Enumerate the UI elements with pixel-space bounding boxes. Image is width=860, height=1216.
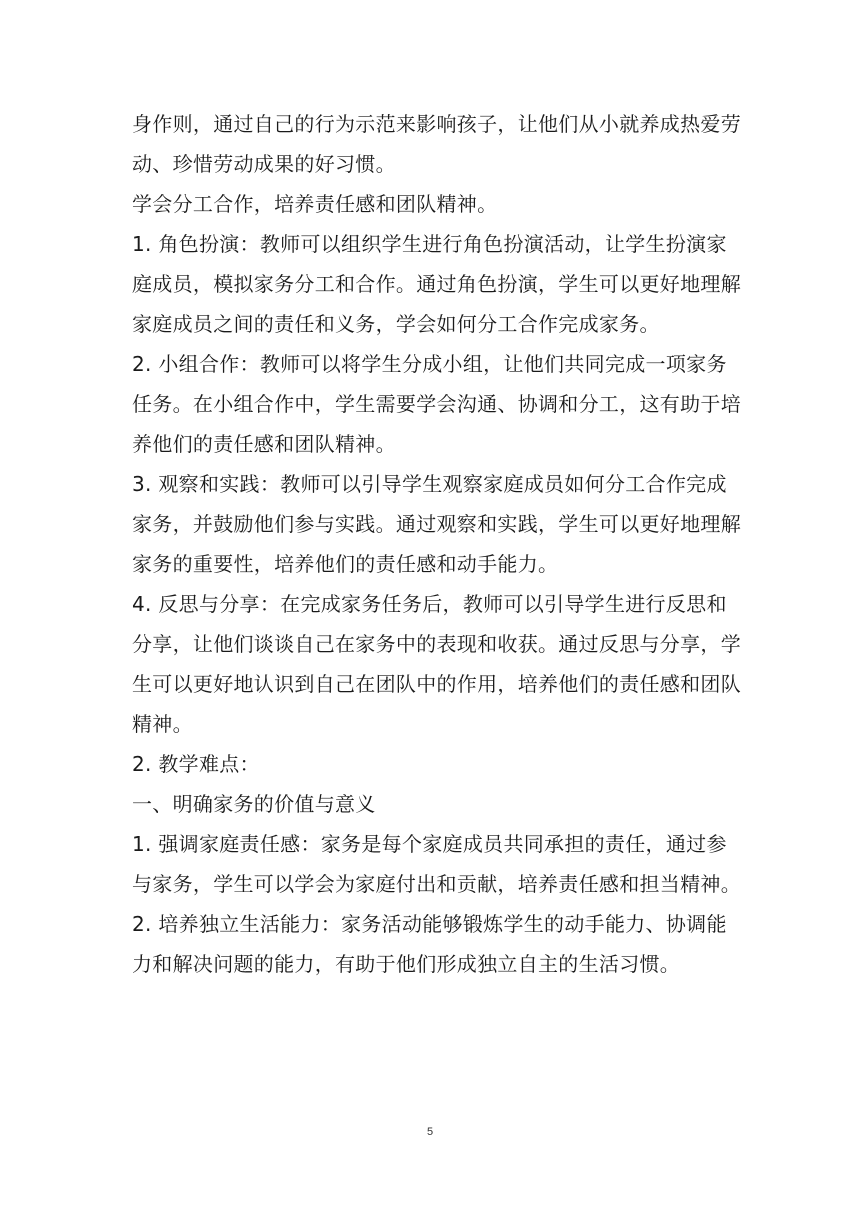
page-number: 5: [426, 1126, 434, 1138]
text-line: 家务，并鼓励他们参与实践。通过观察和实践，学生可以更好地理解: [132, 512, 741, 536]
text-line: 任务。在小组合作中，学生需要学会沟通、协调和分工，这有助于培: [132, 392, 741, 416]
text-line: 力和解决问题的能力，有助于他们形成独立自主的生活习惯。: [132, 952, 681, 976]
text-line: 生可以更好地认识到自己在团队中的作用，培养他们的责任感和团队: [132, 672, 741, 696]
text-line: 养他们的责任感和团队精神。: [132, 432, 396, 456]
text-line: 学会分工合作，培养责任感和团队精神。: [132, 192, 498, 216]
text-line: 家务的重要性，培养他们的责任感和动手能力。: [132, 552, 559, 576]
text-line: 2. 教学难点：: [132, 752, 260, 776]
text-line: 身作则，通过自己的行为示范来影响孩子，让他们从小就养成热爱劳: [132, 112, 741, 136]
text-line: 2. 小组合作：教师可以将学生分成小组，让他们共同完成一项家务: [132, 352, 727, 376]
body-text: [132, 104, 741, 984]
text-line: 家庭成员之间的责任和义务，学会如何分工合作完成家务。: [132, 312, 660, 336]
text-line: 4. 反思与分享：在完成家务任务后，教师可以引导学生进行反思和: [132, 592, 727, 616]
text-line: 一、明确家务的价值与意义: [132, 792, 376, 816]
text-line: 2. 培养独立生活能力：家务活动能够锻炼学生的动手能力、协调能: [132, 912, 727, 936]
text-line: 1. 强调家庭责任感：家务是每个家庭成员共同承担的责任，通过参: [132, 832, 727, 856]
text-line: 1. 角色扮演：教师可以组织学生进行角色扮演活动，让学生扮演家: [132, 232, 727, 256]
text-line: 与家务，学生可以学会为家庭付出和贡献，培养责任感和担当精神。: [132, 872, 741, 896]
text-line: 分享，让他们谈谈自己在家务中的表现和收获。通过反思与分享，学: [132, 632, 741, 656]
text-line: 3. 观察和实践：教师可以引导学生观察家庭成员如何分工合作完成: [132, 472, 727, 496]
text-line: 精神。: [132, 712, 193, 736]
text-line: 庭成员，模拟家务分工和合作。通过角色扮演，学生可以更好地理解: [132, 272, 741, 296]
text-line: 动、珍惜劳动成果的好习惯。: [132, 152, 396, 176]
